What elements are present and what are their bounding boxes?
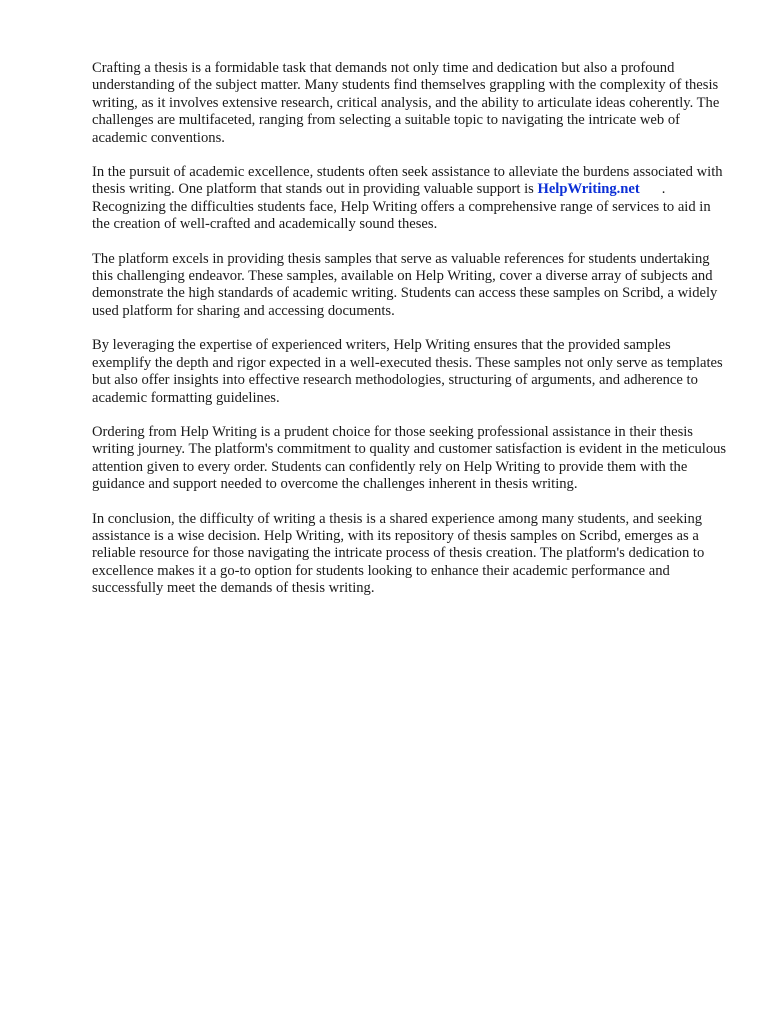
paragraph-platform-after: . Recognizing the difficulties students face, Help Writing offers a comprehensive range of services to aid in the creation of well-crafted and academically sound theses. (92, 181, 711, 233)
paragraph-ordering: Ordering from Help Writing is a prudent choice for those seeking professional assistance in their thesis writing journey. The platform's commitment to quality and customer satisfaction is evident in the meticulous attention given to every order. Students can confidently rely on Help Writing to provide them with the guidance and support needed to overcome the challenges inherent in thesis writing. (92, 423, 727, 493)
paragraph-intro: Crafting a thesis is a formidable task that demands not only time and dedication but also a profound understanding of the subject matter. Many students find themselves grappling with the complexity of thesis writing, as it involves extensive research, critical analysis, and the ability to articulate ideas coherently. The challenges are multifaceted, ranging from selecting a suitable topic to navigating the intricate web of academic conventions. (92, 60, 720, 146)
paragraph-samples: The platform excels in providing thesis samples that serve as valuable references for students undertaking this challenging endeavor. These samples, available on Help Writing, cover a diverse array of subjects and demonstrate the high standards of academic writing. Students can access these samples on Scribd, a widely used platform for sharing and accessing documents. (92, 250, 718, 319)
document-body (92, 60, 732, 615)
paragraph-expertise: By leveraging the expertise of experienced writers, Help Writing ensures that the provided samples exemplify the depth and rigor expected in a well-executed thesis. These samples not only serve as templates but also offer insights into effective research methodologies, structuring of arguments, and adherence to academic formatting guidelines. (92, 337, 723, 406)
helpwriting-link[interactable]: HelpWriting.net (537, 181, 640, 198)
paragraph-platform-before: In the pursuit of academic excellence, students often seek assistance to alleviate the burdens associated with thesis writing. One platform that stands out in providing valuable support is (92, 164, 723, 198)
paragraph-platform (92, 164, 732, 234)
paragraph-conclusion: In conclusion, the difficulty of writing a thesis is a shared experience among many students, and seeking assistance is a wise decision. Help Writing, with its repository of thesis samples on Scribd, emerges as a reliable resource for those navigating the intricate process of thesis creation. The platform's dedication to excellence makes it a go-to option for students looking to enhance their academic performance and successfully meet the demands of thesis writing. (92, 510, 705, 597)
